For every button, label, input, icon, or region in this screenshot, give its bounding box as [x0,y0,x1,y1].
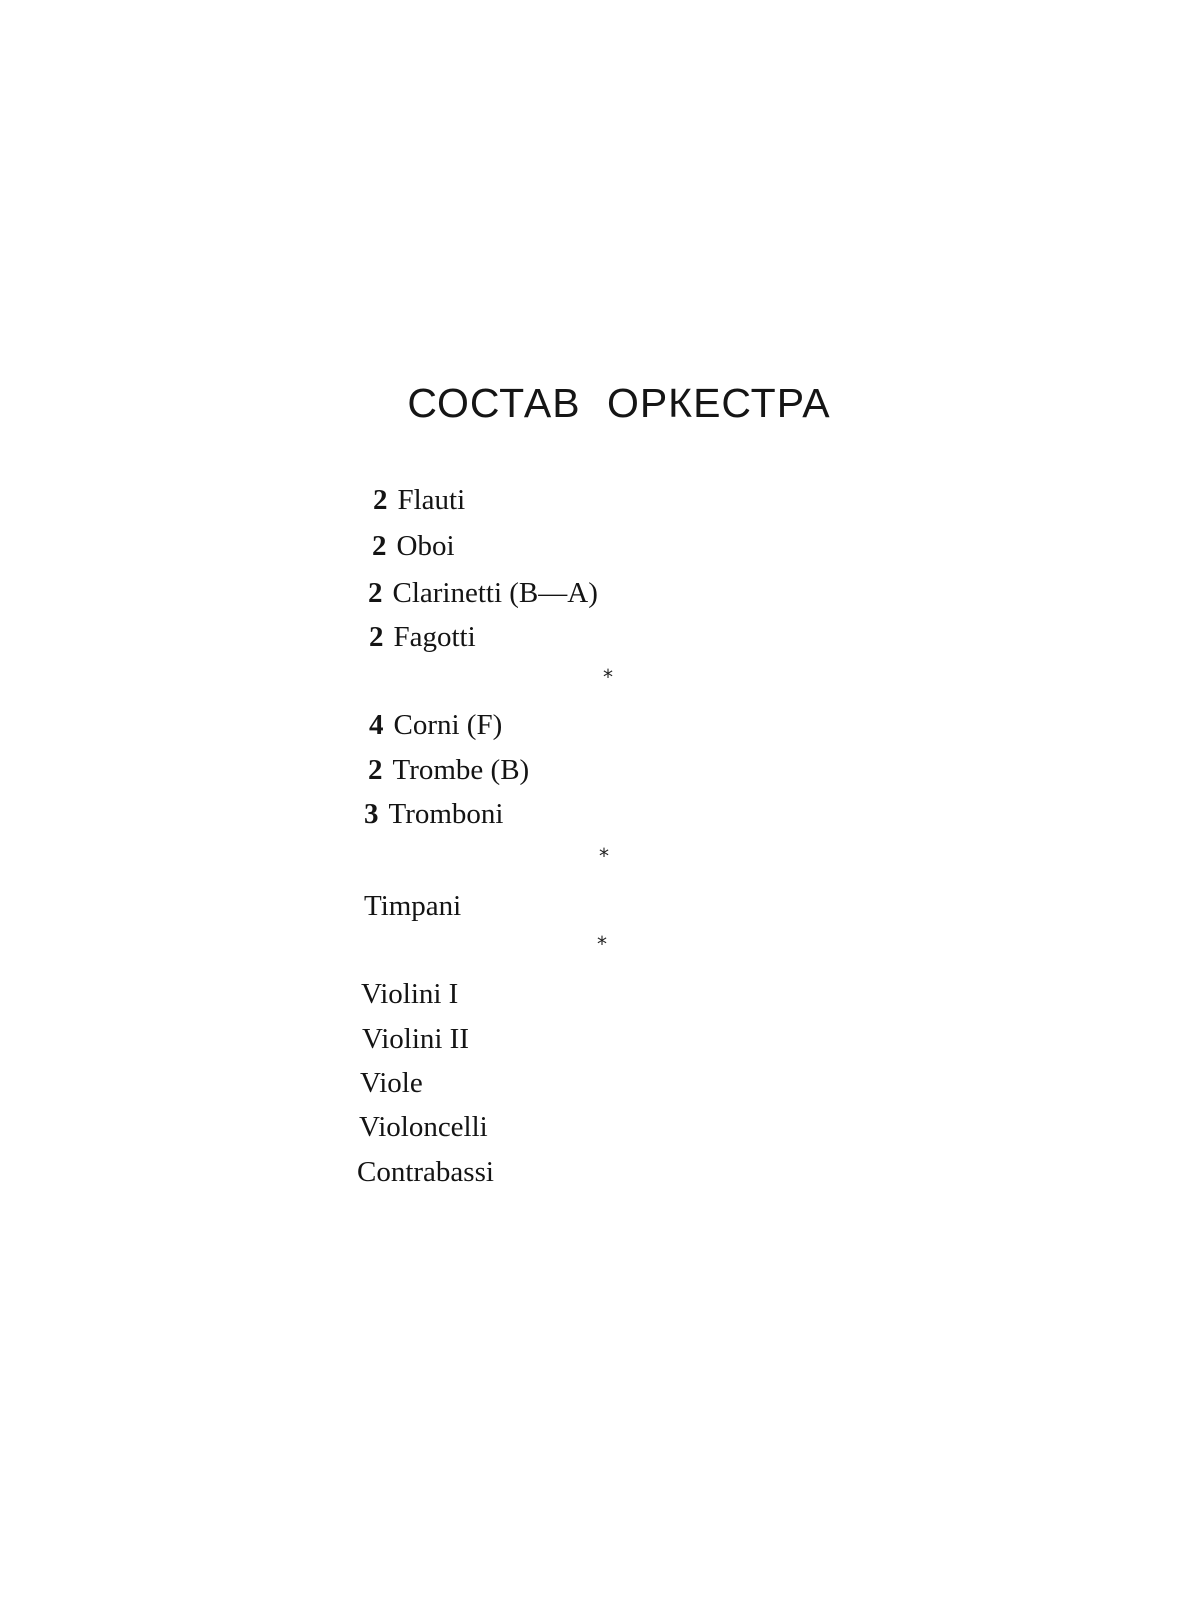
instrument-count: 2 [373,484,388,516]
section-separator: * [603,665,613,689]
page-title: СОСТАВ ОРКЕСТРА [407,380,831,426]
instrument-name: Corni (F) [393,709,503,741]
instrument-name: Clarinetti (B—A) [392,577,598,609]
instrument-count: 3 [364,798,379,830]
instrument-name: Trombe (B) [392,754,530,786]
list-item: Timpani [364,890,462,922]
list-item [369,708,502,742]
list-item: Viole [360,1067,423,1099]
list-item [368,576,598,610]
list-item [364,797,503,831]
list-item [368,753,529,787]
instrument-name: Flauti [397,484,466,516]
list-item [372,529,455,563]
list-item [369,620,476,654]
instrument-name: Tromboni [388,798,504,830]
instrument-count: 2 [368,754,383,786]
instrument-count: 2 [369,621,384,653]
section-separator: * [599,844,609,868]
list-item: Violini II [362,1023,469,1055]
instrument-count: 2 [372,530,387,562]
list-item [373,483,465,517]
list-item: Contrabassi [357,1156,494,1188]
instrument-count: 2 [368,577,383,609]
section-separator: * [597,932,607,956]
list-item: Violini I [361,978,459,1010]
instrument-count: 4 [369,709,384,741]
instrument-name: Oboi [396,530,455,562]
list-item: Violoncelli [359,1111,488,1143]
instrument-name: Fagotti [393,621,476,653]
